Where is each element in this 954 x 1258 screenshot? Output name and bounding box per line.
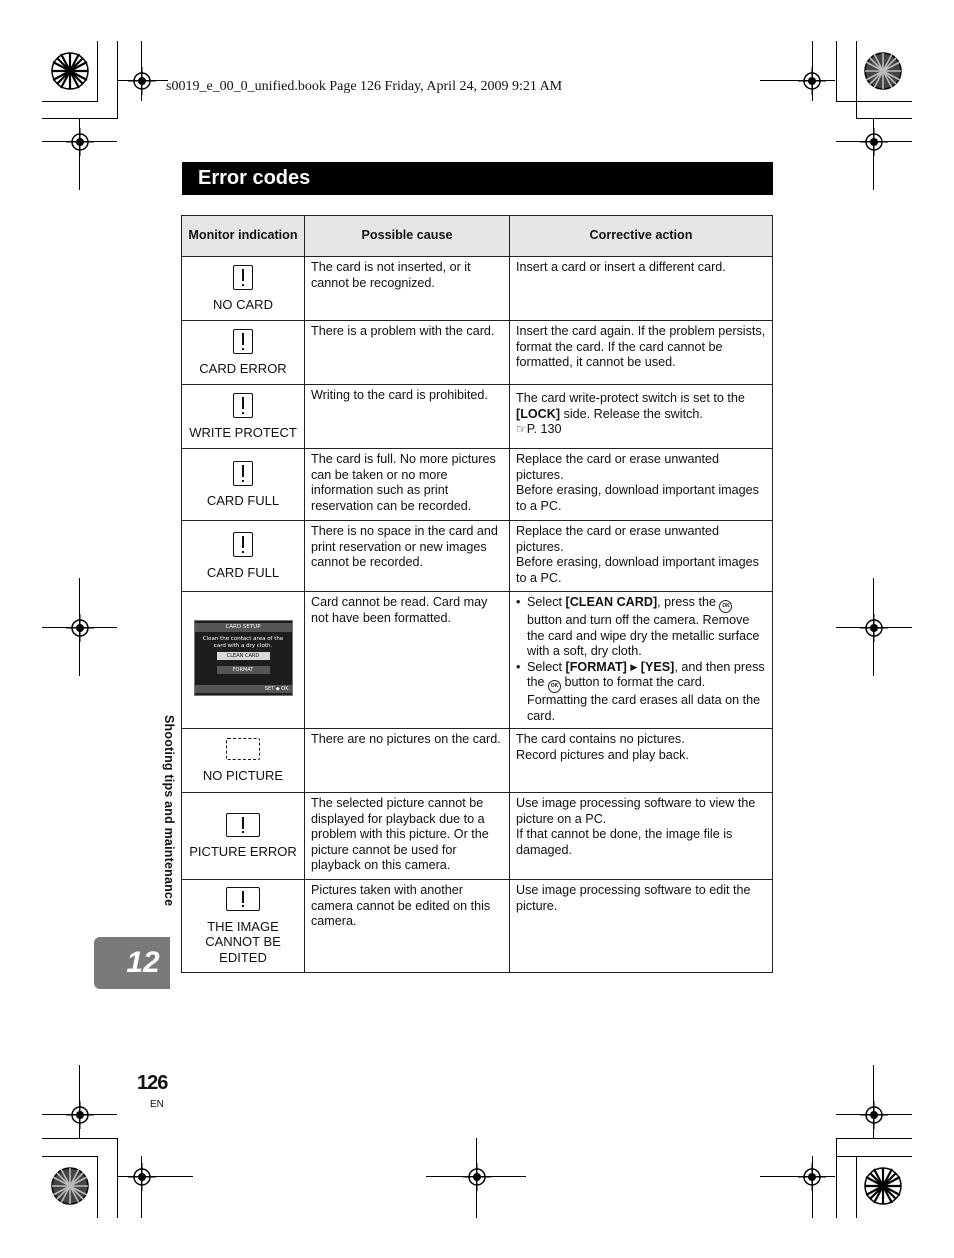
registration-mark-icon xyxy=(463,1163,491,1191)
corrective-action: Insert a card or insert a different card. xyxy=(510,257,773,321)
monitor-label: NO CARD xyxy=(213,297,273,312)
monitor-indication-cell xyxy=(182,729,305,793)
registration-mark-icon xyxy=(128,67,156,95)
action-text: Select xyxy=(527,595,566,609)
possible-cause: Pictures taken with another camera cannot be edited on this camera. xyxy=(305,880,510,973)
exclamation-box-icon xyxy=(233,461,253,486)
corrective-action: Replace the card or erase unwanted pictures. Before erasing, download important images to a PC. xyxy=(510,449,773,521)
screen-footer: SET ◆ OK xyxy=(195,685,292,693)
monitor-label: CARD ERROR xyxy=(199,361,287,376)
language-code: EN xyxy=(150,1099,164,1110)
set-label: SET xyxy=(264,685,275,692)
possible-cause: There is a problem with the card. xyxy=(305,321,510,385)
exclamation-box-icon xyxy=(233,532,253,557)
monitor-indication-cell xyxy=(182,321,305,385)
table-row xyxy=(182,592,773,729)
card-setup-screen xyxy=(194,620,293,696)
rosette-mark-icon xyxy=(50,1166,90,1206)
possible-cause: There is no space in the card and print reservation or new images cannot be recorded. xyxy=(305,521,510,592)
rosette-mark-icon xyxy=(863,1166,903,1206)
section-title: Error codes xyxy=(182,162,773,195)
corrective-action: The card contains no pictures. Record pictures and play back. xyxy=(510,729,773,793)
possible-cause: Card cannot be read. Card may not have been formatted. xyxy=(305,592,510,729)
monitor-indication-cell xyxy=(182,592,305,729)
table-row xyxy=(182,880,773,973)
exclamation-box-icon xyxy=(233,265,253,290)
monitor-indication-cell xyxy=(182,257,305,321)
action-text: , and then press the xyxy=(527,659,765,689)
action-list xyxy=(516,595,766,724)
ok-label: OK xyxy=(281,685,289,692)
monitor-indication-cell xyxy=(182,793,305,880)
clean-card-label: [CLEAN CARD] xyxy=(565,595,658,609)
table-row xyxy=(182,729,773,793)
header-monitor-indication: Monitor indication xyxy=(182,216,305,257)
table-row xyxy=(182,793,773,880)
corrective-action xyxy=(510,592,773,729)
monitor-indication-cell xyxy=(182,521,305,592)
rosette-mark-icon xyxy=(863,51,903,91)
monitor-label: CARD FULL xyxy=(206,493,280,508)
screen-title: CARD SETUP xyxy=(195,623,292,632)
arrow-right-icon: ▶ xyxy=(630,661,638,672)
screen-message: Clean the contact area of the card with a dry cloth. xyxy=(202,635,284,649)
registration-mark-icon xyxy=(66,614,94,642)
monitor-indication-cell xyxy=(182,449,305,521)
ok-button-icon: OK xyxy=(719,600,732,613)
action-text: button to format the card. Formatting the card erases all data on the card. xyxy=(527,675,761,723)
possible-cause: The card is full. No more pictures can be taken or no more information such as print reservation can be recorded. xyxy=(305,449,510,521)
table-row xyxy=(182,449,773,521)
corrective-action xyxy=(510,385,773,449)
book-header: s0019_e_00_0_unified.book Page 126 Friday, April 24, 2009 9:21 AM xyxy=(166,79,563,94)
ok-button-icon: OK xyxy=(548,680,561,693)
corrective-action: Use image processing software to view the picture on a PC. If that cannot be done, the image file is damaged. xyxy=(510,793,773,880)
exclamation-box-icon xyxy=(233,329,253,354)
registration-mark-icon xyxy=(860,1101,888,1129)
format-label: [FORMAT] xyxy=(565,659,627,674)
table-row xyxy=(182,257,773,321)
exclamation-box-icon xyxy=(226,813,260,837)
monitor-label: WRITE PROTECT xyxy=(189,425,297,440)
table-header-row xyxy=(182,216,773,257)
exclamation-box-icon xyxy=(233,393,253,418)
error-codes-table xyxy=(181,215,773,973)
rosette-mark-icon xyxy=(50,51,90,91)
monitor-indication-cell xyxy=(182,385,305,449)
header-corrective-action: Corrective action xyxy=(510,216,773,257)
dashed-frame-icon xyxy=(226,738,260,760)
action-text: , press the xyxy=(657,595,720,609)
table-row xyxy=(182,385,773,449)
page-number: 126 xyxy=(137,1072,168,1094)
possible-cause: There are no pictures on the card. xyxy=(305,729,510,793)
corrective-action: Insert the card again. If the problem persists, format the card. If the card cannot be formatted, it cannot be used. xyxy=(510,321,773,385)
monitor-label: CARD FULL xyxy=(206,564,280,580)
list-item xyxy=(527,660,766,725)
table-row xyxy=(182,321,773,385)
action-text: side. Release the switch. xyxy=(560,406,703,421)
possible-cause: The selected picture cannot be displayed for playback due to a problem with this picture. Or the picture cannot be used for playback on this camera. xyxy=(305,793,510,880)
monitor-label: PICTURE ERROR xyxy=(189,844,297,859)
side-chapter-label: Shooting tips and maintenance xyxy=(162,715,176,907)
monitor-indication-cell xyxy=(182,880,305,973)
possible-cause: Writing to the card is prohibited. xyxy=(305,385,510,449)
page-reference-link[interactable]: P. 130 xyxy=(526,422,562,436)
list-item xyxy=(527,595,766,660)
format-option: FORMAT xyxy=(217,666,270,674)
table-row xyxy=(182,521,773,592)
action-text: The card write-protect switch is set to the xyxy=(516,391,745,405)
corrective-action: Use image processing software to edit the picture. xyxy=(510,880,773,973)
corrective-action: Replace the card or erase unwanted pictures. Before erasing, download important images to a PC. xyxy=(510,521,773,592)
monitor-label: NO PICTURE xyxy=(202,767,284,783)
exclamation-box-icon xyxy=(226,887,260,911)
lock-label: [LOCK] xyxy=(516,406,561,421)
header-possible-cause: Possible cause xyxy=(305,216,510,257)
action-text: button and turn off the camera. Remove the card and wipe dry the metallic surface with a soft, dry cloth. xyxy=(527,613,760,658)
yes-label: [YES] xyxy=(640,659,675,674)
chapter-tab: 12 xyxy=(94,937,170,989)
registration-mark-icon xyxy=(66,128,94,156)
action-text: Select xyxy=(527,659,566,674)
monitor-label: THE IMAGE CANNOT BE EDITED xyxy=(205,918,281,965)
page-reference-icon: ☞ xyxy=(516,422,527,436)
registration-mark-icon xyxy=(128,1163,156,1191)
registration-mark-icon xyxy=(860,128,888,156)
registration-mark-icon xyxy=(860,614,888,642)
possible-cause: The card is not inserted, or it cannot be recognized. xyxy=(305,257,510,321)
registration-mark-icon xyxy=(66,1101,94,1129)
clean-card-option: CLEAN CARD xyxy=(217,652,270,660)
